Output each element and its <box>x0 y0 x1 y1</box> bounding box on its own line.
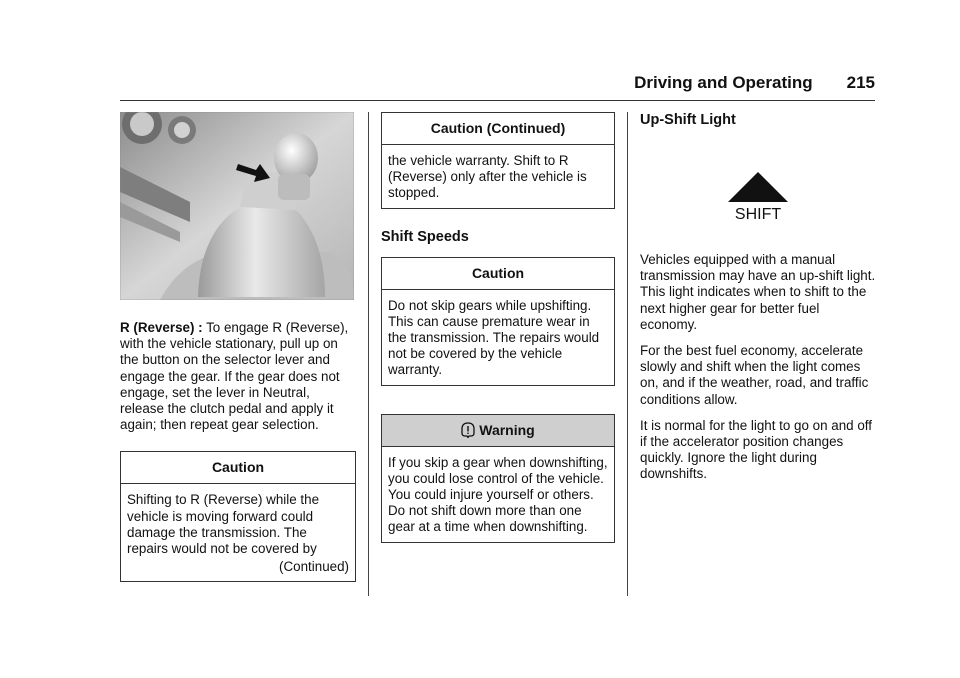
caution-continued-box <box>381 112 615 209</box>
page-number: 215 <box>846 73 875 92</box>
shift-label: SHIFT <box>734 206 782 222</box>
column-divider-1 <box>368 112 369 596</box>
warning-text: If you skip a gear when downshifting, you could lose control of the vehicle. You could injure yourself or others. Do not shift down more than one gear at a time when downshifting. <box>388 454 608 535</box>
reverse-paragraph <box>120 320 356 433</box>
caution-title: Caution <box>121 452 355 484</box>
caution2-text: Do not skip gears while upshifting. This can cause premature wear in the transmission. The repairs would not be covered by the vehicle warranty. <box>388 297 600 378</box>
page-header <box>120 70 875 96</box>
reverse-term: R (Reverse) : <box>120 320 203 335</box>
upshift-paragraph-3: It is normal for the light to go on and off if the accelerator position changes quickly. Ignore the light during downshifts. <box>640 417 872 482</box>
warning-title: Warning <box>479 421 535 438</box>
column-divider-2 <box>627 112 628 596</box>
caution-text: Shifting to R (Reverse) while the vehicle is moving forward could damage the transmission. The repairs would not be covered by <box>127 492 320 557</box>
upshift-light-icon <box>726 170 790 222</box>
section-title: Driving and Operating <box>634 73 813 92</box>
reverse-text: To engage R (Reverse), with the vehicle stationary, pull up on the button on the selector lever and engage the gear. If the gear does not engage, set the lever in Neutral, release the clutch pedal and apply it again; then repeat gear selection. <box>120 320 349 433</box>
upshift-paragraph-2: For the best fuel economy, accelerate slowly and shift when the light comes on, and if the weather, road, and traffic conditions allow. <box>640 343 869 407</box>
manual-shift-lever-photo-icon <box>120 112 354 300</box>
header-divider <box>120 100 875 101</box>
warning-box <box>381 414 615 543</box>
column-left <box>120 112 356 602</box>
caution-box-1 <box>120 451 356 582</box>
caution-continued-title: Caution (Continued) <box>382 113 614 145</box>
warning-icon <box>461 422 475 438</box>
caution-continued-text: the vehicle warranty. Shift to R (Reverse) only after the vehicle is stopped. <box>388 153 587 201</box>
continued-label: (Continued) <box>279 559 349 575</box>
upshift-paragraph-1: Vehicles equipped with a manual transmission may have an up-shift light. This light indicates when to shift to the next higher gear for better fuel economy. <box>640 252 876 332</box>
column-middle <box>381 112 615 563</box>
upshift-light-heading: Up-Shift Light <box>640 112 736 128</box>
column-right <box>640 112 876 493</box>
caution-box-2 <box>381 257 615 386</box>
caution2-title: Caution <box>382 258 614 290</box>
shift-speeds-heading: Shift Speeds <box>381 228 469 245</box>
warning-header <box>382 415 614 447</box>
